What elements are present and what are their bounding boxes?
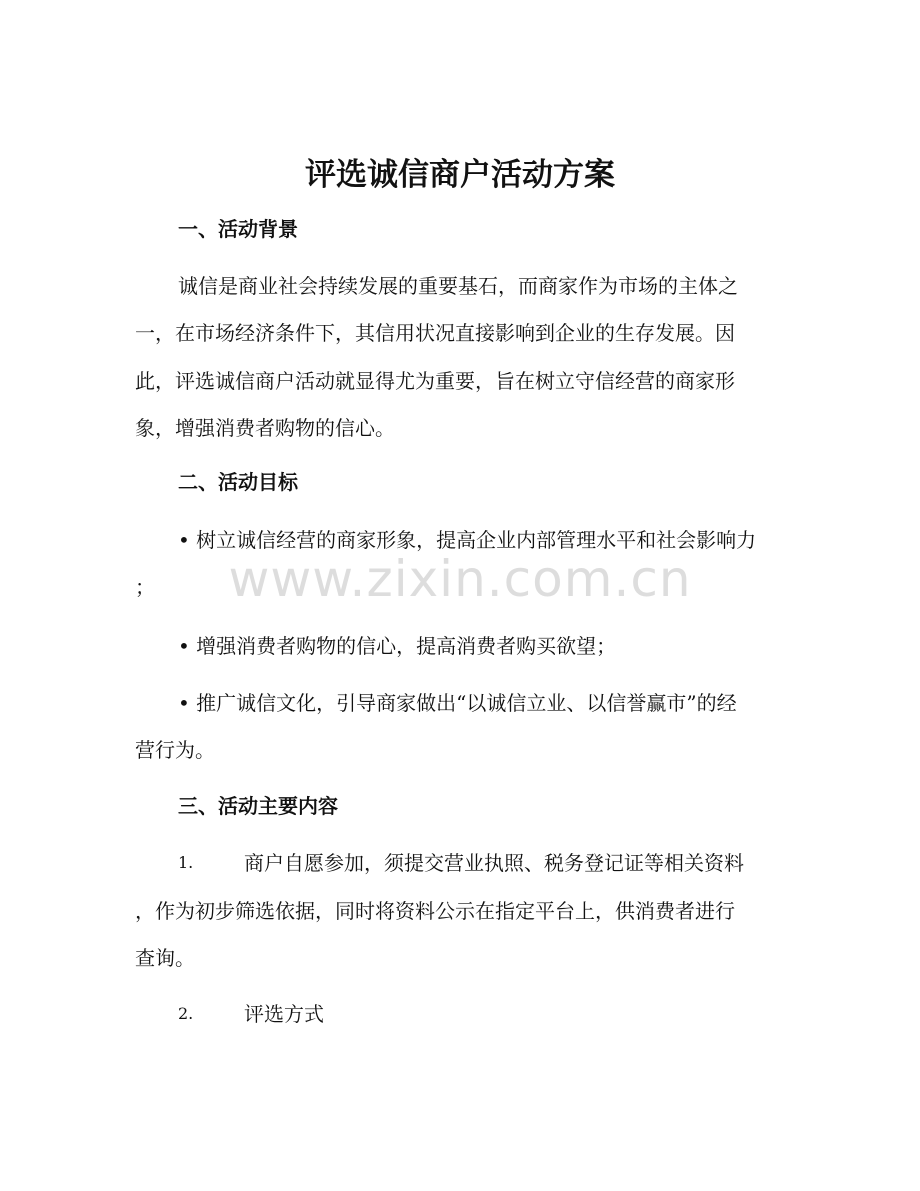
section-heading-background: 一、活动背景 bbox=[178, 217, 298, 241]
paragraph-line: 一，在市场经济条件下，其信用状况直接影响到企业的生存发展。因 bbox=[135, 321, 735, 345]
paragraph-line: 此，评选诚信商户活动就显得尤为重要，旨在树立守信经营的商家形 bbox=[135, 369, 735, 393]
bullet-item: • 增强消费者购物的信心，提高消费者购买欲望； bbox=[178, 634, 617, 658]
list-item-line: 查询。 bbox=[135, 946, 195, 970]
list-item-line: ，作为初步筛选依据，同时将资料公示在指定平台上，供消费者进行 bbox=[135, 899, 735, 923]
bullet-item: • 树立诚信经营的商家形象，提高企业内部管理水平和社会影响力 bbox=[178, 528, 757, 552]
section-heading-content: 三、活动主要内容 bbox=[178, 794, 338, 818]
list-item-line: 商户自愿参加，须提交营业执照、税务登记证等相关资料 bbox=[244, 851, 744, 875]
document-title: 评选诚信商户活动方案 bbox=[305, 157, 615, 193]
section-heading-goals: 二、活动目标 bbox=[178, 470, 298, 494]
list-number: 1. bbox=[178, 853, 194, 872]
watermark: www.zixin.com.cn bbox=[228, 550, 692, 608]
bullet-item-continuation: ； bbox=[135, 575, 155, 599]
bullet-item: • 推广诚信文化，引导商家做出“以诚信立业、以信誉赢市”的经 bbox=[178, 691, 737, 715]
list-item-line: 评选方式 bbox=[244, 1002, 324, 1026]
list-number: 2. bbox=[178, 1004, 194, 1023]
paragraph-line: 象，增强消费者购物的信心。 bbox=[135, 416, 395, 440]
bullet-item-continuation: 营行为。 bbox=[135, 738, 215, 762]
paragraph-line: 诚信是商业社会持续发展的重要基石，而商家作为市场的主体之 bbox=[178, 274, 738, 298]
